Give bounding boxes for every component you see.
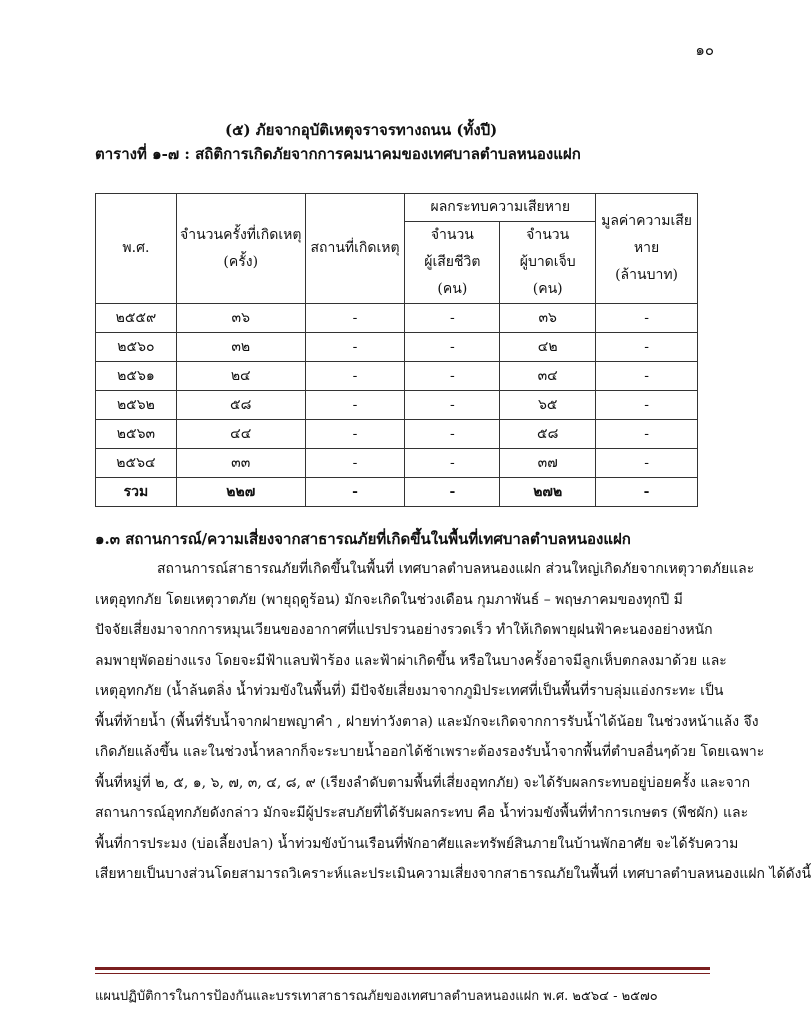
body-paragraph bbox=[95, 554, 811, 890]
statistics-table bbox=[95, 193, 698, 507]
cell-year: ๒๕๖๔ bbox=[96, 449, 177, 478]
cell-year: ๒๕๕๙ bbox=[96, 304, 177, 333]
cell-injured: ๔๒ bbox=[500, 333, 596, 362]
table-row bbox=[96, 304, 698, 333]
cell-location: - bbox=[305, 391, 405, 420]
footer-divider bbox=[95, 967, 710, 970]
paragraph-line: ลมพายุพัดอย่างแรง โดยจะมีฟ้าแลบฟ้าร้อง และฟ้าผ่าเกิดขึ้น หรือในบางครั้งอาจมีลูกเห็บตกลงมาด้วย และ bbox=[95, 652, 727, 669]
cell-injured: ๓๗ bbox=[500, 449, 596, 478]
cell-total-label: รวม bbox=[96, 478, 177, 507]
cell-deaths: - bbox=[405, 333, 500, 362]
cell-damage: - bbox=[596, 449, 698, 478]
cell-year: ๒๕๖๒ bbox=[96, 391, 177, 420]
cell-deaths: - bbox=[405, 391, 500, 420]
paragraph-line: พื้นที่การประมง (บ่อเลี้ยงปลา) น้ำท่วมขังบ้านเรือนที่พักอาศัยและทรัพย์สินภายในบ้านพักอาศัย จะได้รับความ bbox=[95, 835, 739, 852]
header-year: พ.ศ. bbox=[96, 194, 177, 304]
cell-total-location: - bbox=[305, 478, 405, 507]
page-number: ๑๐ bbox=[695, 41, 714, 59]
cell-year: ๒๕๖๑ bbox=[96, 362, 177, 391]
cell-injured: ๓๔ bbox=[500, 362, 596, 391]
cell-deaths: - bbox=[405, 362, 500, 391]
header-injured: จำนวน ผู้บาดเจ็บ (คน) bbox=[500, 222, 596, 304]
sub-heading: ๑.๓ สถานการณ์/ความเสี่ยงจากสาธารณภัยที่เกิดขึ้นในพื้นที่เทศบาลตำบลหนองแฝก bbox=[95, 530, 631, 548]
header-impact: ผลกระทบความเสียหาย bbox=[405, 194, 596, 222]
cell-incidents: ๒๔ bbox=[176, 362, 305, 391]
paragraph-line: สถานการณ์อุทกภัยดังกล่าว มักจะมีผู้ประสบภัยที่ได้รับผลกระทบ คือ น้ำท่วมขังพื้นที่ทำการเกษตร (พืชผัก) และ bbox=[95, 805, 749, 821]
cell-incidents: ๓๓ bbox=[176, 449, 305, 478]
table-row bbox=[96, 420, 698, 449]
cell-total-damage: - bbox=[596, 478, 698, 507]
cell-incidents: ๓๖ bbox=[176, 304, 305, 333]
header-incidents: จำนวนครั้งที่เกิดเหตุ (ครั้ง) bbox=[176, 194, 305, 304]
cell-location: - bbox=[305, 304, 405, 333]
paragraph-line: พื้นที่ท้ายน้ำ (พื้นที่รับน้ำจากฝายพญาคำ , ฝายท่าวังตาล) และมักจะเกิดจากการรับน้ำได้น้อย ในช่วงหน้าแล้ง จึง bbox=[95, 713, 759, 730]
cell-deaths: - bbox=[405, 420, 500, 449]
cell-location: - bbox=[305, 333, 405, 362]
table-row bbox=[96, 449, 698, 478]
header-location: สถานที่เกิดเหตุ bbox=[305, 194, 405, 304]
table-row bbox=[96, 362, 698, 391]
paragraph-line: เหตุอุทกภัย (น้ำล้นตลิ่ง น้ำท่วมขังในพื้นที่) มีปัจจัยเสี่ยงมาจากภูมิประเทศที่เป็นพื้นที่ราบลุ่มแอ่งกระทะ เป็น bbox=[95, 683, 724, 699]
cell-incidents: ๕๘ bbox=[176, 391, 305, 420]
cell-year: ๒๕๖๓ bbox=[96, 420, 177, 449]
cell-injured: ๖๕ bbox=[500, 391, 596, 420]
cell-deaths: - bbox=[405, 449, 500, 478]
footer-divider-thin bbox=[95, 973, 710, 974]
cell-location: - bbox=[305, 449, 405, 478]
cell-location: - bbox=[305, 362, 405, 391]
cell-total-incidents: ๒๒๗ bbox=[176, 478, 305, 507]
cell-total-injured: ๒๗๒ bbox=[500, 478, 596, 507]
paragraph-line: เหตุอุทกภัย โดยเหตุวาตภัย (พายุฤดูร้อน) มักจะเกิดในช่วงเดือน กุมภาพันธ์ – พฤษภาคมของทุกปี มี bbox=[95, 591, 683, 608]
cell-injured: ๓๖ bbox=[500, 304, 596, 333]
cell-damage: - bbox=[596, 391, 698, 420]
header-damage-value: มูลค่าความเสียหาย (ล้านบาท) bbox=[596, 194, 698, 304]
paragraph-line: เสียหายเป็นบางส่วนโดยสามารถวิเคราะห์และประเมินความเสี่ยงจากสาธารณภัยในพื้นที่ เทศบาลตำบลหนองแฝก ได้ดังนี้ bbox=[95, 866, 811, 882]
cell-year: ๒๕๖๐ bbox=[96, 333, 177, 362]
cell-location: - bbox=[305, 420, 405, 449]
cell-damage: - bbox=[596, 420, 698, 449]
cell-deaths: - bbox=[405, 304, 500, 333]
paragraph-line: ปัจจัยเสี่ยงมาจากการหมุนเวียนของอากาศที่แปรปรวนอย่างรวดเร็ว ทำให้เกิดพายุฝนฟ้าคะนองอย่างหนัก bbox=[95, 622, 713, 638]
paragraph-line: สถานการณ์สาธารณภัยที่เกิดขึ้นในพื้นที่ เทศบาลตำบลหนองแฝก ส่วนใหญ่เกิดภัยจากเหตุวาตภัยและ bbox=[157, 561, 755, 577]
paragraph-line: เกิดภัยแล้งขึ้น และในช่วงน้ำหลากก็จะระบายน้ำออกได้ช้าเพราะต้องรองรับน้ำจากพื้นที่ตำบลอื่นๆด้วย โดยเฉพาะ bbox=[95, 744, 765, 760]
cell-total-deaths: - bbox=[405, 478, 500, 507]
table-total-row bbox=[96, 478, 698, 507]
paragraph-line: พื้นที่หมู่ที่ ๒, ๕, ๑, ๖, ๗, ๓, ๔, ๘, ๙ (เรียงลำดับตามพื้นที่เสี่ยงอุทกภัย) จะได้รับผลกระทบอยู่บ่อยครั้ง และจาก bbox=[95, 774, 751, 791]
cell-damage: - bbox=[596, 362, 698, 391]
cell-damage: - bbox=[596, 304, 698, 333]
table-row bbox=[96, 333, 698, 362]
cell-incidents: ๓๒ bbox=[176, 333, 305, 362]
table-row bbox=[96, 391, 698, 420]
section-title: (๕) ภัยจากอุบัติเหตุจราจรทางถนน (ทั้งปี) bbox=[225, 121, 498, 139]
table-caption: ตารางที่ ๑-๗ : สถิติการเกิดภัยจากการคมนาคมของเทศบาลตำบลหนองแฝก bbox=[95, 145, 581, 163]
cell-injured: ๕๘ bbox=[500, 420, 596, 449]
header-deaths: จำนวน ผู้เสียชีวิต (คน) bbox=[405, 222, 500, 304]
cell-incidents: ๔๔ bbox=[176, 420, 305, 449]
footer-text: แผนปฏิบัติการในการป้องกันและบรรเทาสาธารณภัยของเทศบาลตำบลหนองแฝก พ.ศ. ๒๕๖๔ - ๒๕๗๐ bbox=[95, 989, 658, 1004]
cell-damage: - bbox=[596, 333, 698, 362]
